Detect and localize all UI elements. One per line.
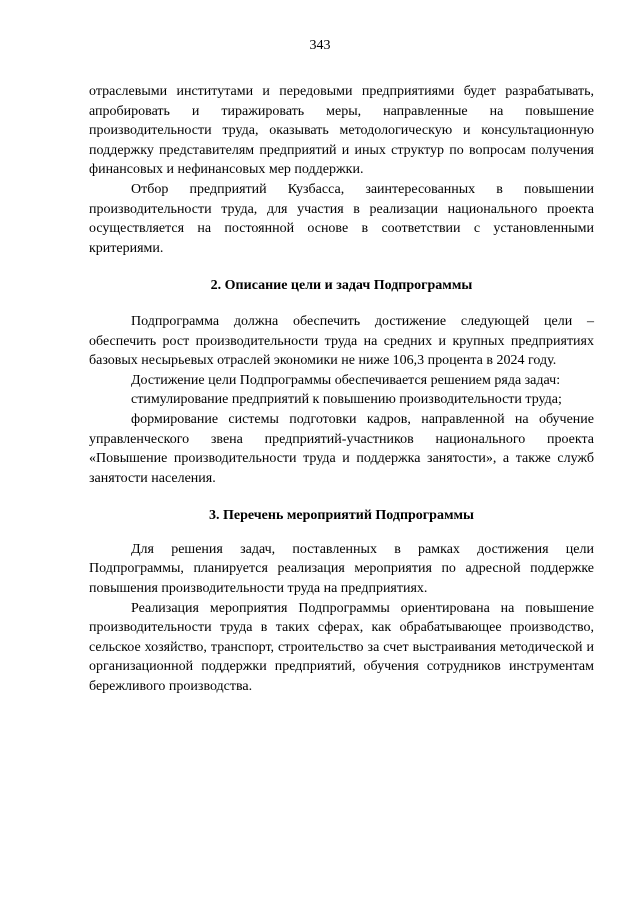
paragraph-tasks-intro: Достижение цели Подпрограммы обеспечивается решением ряда задач: xyxy=(131,372,561,388)
paragraph-task-2: формирование системы подготовки кадров, направленной на обучение управленческого звена предприятий-участников национального проекта «Повышение производительности труда и поддержка занятости», а также служб занятости населения. xyxy=(89,411,594,486)
document-body xyxy=(89,82,594,697)
paragraph-activities-1: Для решения задач, поставленных в рамках достижения цели Подпрограммы, планируется реализация мероприятия по адресной поддержке повышения производительности труда на предприятиях. xyxy=(89,541,594,597)
paragraph-goal: Подпрограмма должна обеспечить достижение следующей цели – обеспечить рост производительности труда на средних и крупных предприятиях базовых несырьевых отраслей экономики не ниже 106,3 процента в 2024 году. xyxy=(89,313,594,369)
paragraph-activities-2: Реализация мероприятия Подпрограммы ориентирована на повышение производительности труда в таких сферах, как обрабатывающее производство, сельское хозяйство, транспорт, строительство за счет выстраивания методической и организационной поддержки предприятий, обучения сотрудников инструментам бережливого производства. xyxy=(89,600,594,695)
section-heading-activities: 3. Перечень мероприятий Подпрограммы xyxy=(209,508,474,524)
paragraph-enterprise-selection: Отбор предприятий Кузбасса, заинтересованных в повышении производительности труда, для участия в реализации национального проекта осуществляется на постоянной основе в соответствии с установленными критериями. xyxy=(89,181,594,256)
paragraph-task-1: стимулирование предприятий к повышению производительности труда; xyxy=(131,392,562,408)
page-number: 343 xyxy=(309,38,331,53)
section-heading-goals: 2. Описание цели и задач Подпрограммы xyxy=(210,278,473,294)
paragraph-intro-continuation: отраслевыми институтами и передовыми предприятиями будет разрабатывать, апробировать и тиражировать меры, направленные на повышение производительности труда, оказывать методологическую и консультационную поддержку представителям предприятий и иных структур по вопросам получения финансовых и нефинансовых мер поддержки. xyxy=(89,84,594,178)
